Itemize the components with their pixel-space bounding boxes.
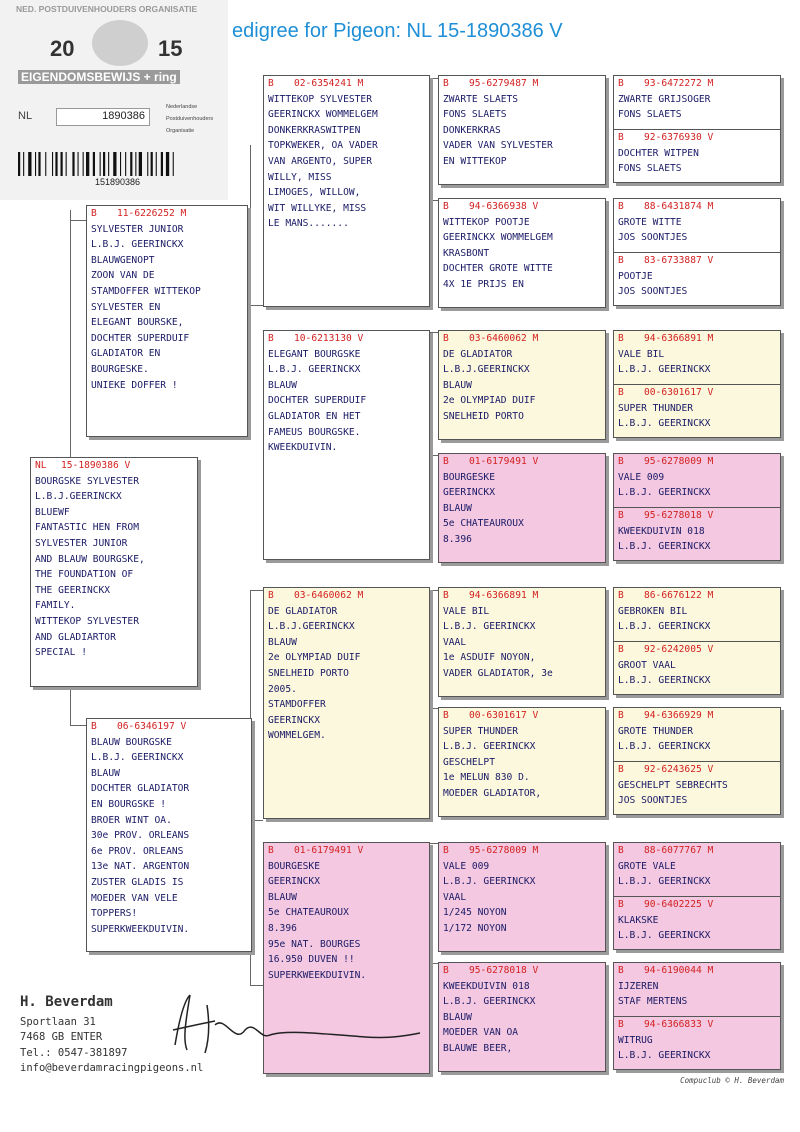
country-code: B bbox=[443, 201, 449, 212]
country-code: B bbox=[618, 132, 624, 143]
pigeon-description: GROTE VALE L.B.J. GEERINCKX bbox=[618, 860, 711, 888]
pigeon-description: BLAUW BOURGSKE L.B.J. GEERINCKX BLAUW DOCHTER GLADIATOR EN BOURGSKE ! BROER WINT OA. 30e PROV. ORLEANS 6e PROV. ORLEANS 13e NAT. ARGENTON ZUSTER GLADIS IS MOEDER VAN VELE TOPPERS! SUPERKWEEKDUIVIN. bbox=[91, 736, 190, 935]
pigeon-description: VALE BIL L.B.J. GEERINCKX VAAL 1e ASDUIF NOYON, VADER GLADIATOR, 3e bbox=[443, 605, 553, 679]
pigeon-card-ff bbox=[263, 75, 430, 307]
ring-number: 92-6243625 V bbox=[644, 764, 714, 775]
pigeon-description: SUPER THUNDER L.B.J. GEERINCKX GESCHELPT 1e MELUN 830 D. MOEDER GLADIATOR, bbox=[443, 725, 542, 799]
ownership-banner: EIGENDOMSBEWIJS + ring bbox=[18, 70, 180, 84]
ring-number: 94-6366891 M bbox=[644, 333, 714, 344]
connector-line bbox=[70, 690, 71, 725]
country-code: B bbox=[268, 333, 274, 344]
country-code: B bbox=[618, 764, 624, 775]
country-code: B bbox=[91, 208, 97, 219]
pigeon-description: BOURGESKE GEERINCKX BLAUW 5e CHATEAUROUX 8.396 bbox=[443, 471, 524, 545]
connector-line bbox=[250, 305, 263, 306]
pigeon-description: VALE 009 L.B.J. GEERINCKX bbox=[618, 471, 711, 499]
country-code: B bbox=[618, 590, 624, 601]
ring-number: 90-6402225 V bbox=[644, 899, 714, 910]
country-code: B bbox=[268, 590, 274, 601]
pigeon-pair-card bbox=[613, 962, 781, 1070]
ring-number: 03-6460062 M bbox=[469, 333, 539, 344]
ring-number: 94-6366929 M bbox=[644, 710, 714, 721]
country-code: B bbox=[443, 333, 449, 344]
ring-number: 03-6460062 M bbox=[294, 590, 364, 601]
country-code: NL bbox=[18, 110, 33, 122]
pigeon-description: ZWARTE GRIJSOGER FONS SLAETS bbox=[618, 93, 711, 121]
ring-number: 95-6279487 M bbox=[469, 78, 539, 89]
pigeon-card-mmf bbox=[438, 842, 606, 952]
pigeon-card-fmm bbox=[438, 453, 606, 563]
barcode-icon bbox=[18, 152, 223, 176]
breeder-phone: Tel.: 0547-381897 bbox=[20, 1046, 128, 1059]
pigeon-description: WITTEKOP POOTJE GEERINCKX WOMMELGEM KRASBONT DOCHTER GROTE WITTE 4X 1E PRIJS EN bbox=[443, 216, 553, 290]
pigeon-card-mfm bbox=[438, 707, 606, 817]
country-code: NL bbox=[35, 460, 47, 471]
npo-n: Nederlandse bbox=[166, 104, 198, 110]
country-code: B bbox=[443, 590, 449, 601]
pigeon-description: WITTEKOP SYLVESTER GEERINCKX WOMMELGEM DONKERKRASWITPEN TOPKWEKER, OA VADER VAN ARGENTO, SUPER WILLY, MISS LIMOGES, WILLOW, WIT WILLYKE, MISS LE MANS....... bbox=[268, 93, 378, 230]
pigeon-card-fff bbox=[438, 75, 606, 185]
ring-number: 01-6179491 V bbox=[294, 845, 364, 856]
country-code: B bbox=[91, 721, 97, 732]
pigeon-card-g16 bbox=[614, 1016, 780, 1070]
pigeon-card-g1 bbox=[614, 76, 780, 129]
pigeon-description: GROTE WITTE JOS SOONTJES bbox=[618, 216, 688, 244]
pigeon-description: DOCHTER WITPEN FONS SLAETS bbox=[618, 147, 699, 175]
pigeon-card-g9 bbox=[614, 588, 780, 641]
ring-number: 93-6472272 M bbox=[644, 78, 714, 89]
pigeon-description: POOTJE JOS SOONTJES bbox=[618, 270, 688, 298]
connector-line bbox=[250, 145, 251, 405]
pigeon-description: KLAKSKE L.B.J. GEERINCKX bbox=[618, 914, 711, 942]
ring-number: 06-6346197 V bbox=[117, 721, 187, 732]
pigeon-card-g6 bbox=[614, 384, 780, 438]
org-name: NED. POSTDUIVENHOUDERS ORGANISATIE bbox=[16, 4, 198, 14]
ring-number: 95-6278018 V bbox=[469, 965, 539, 976]
pigeon-pair-card bbox=[613, 198, 781, 306]
ring-number: 94-6190044 M bbox=[644, 965, 714, 976]
ring-number: 11-6226252 M bbox=[117, 208, 187, 219]
pigeon-pair-card bbox=[613, 330, 781, 438]
ring-number: 92-6242005 V bbox=[644, 644, 714, 655]
country-code: B bbox=[618, 456, 624, 467]
ring-number: 95-6278018 V bbox=[644, 510, 714, 521]
connector-line bbox=[70, 725, 86, 726]
ring-number: 88-6077767 M bbox=[644, 845, 714, 856]
pigeon-card-g2 bbox=[614, 129, 780, 183]
ownership-card-logo bbox=[0, 0, 228, 200]
country-code: B bbox=[443, 78, 449, 89]
year-left: 20 bbox=[50, 36, 75, 61]
pigeon-card-mf bbox=[263, 587, 430, 819]
pigeon-pair-card bbox=[613, 75, 781, 183]
country-code: B bbox=[618, 387, 624, 398]
ring-number: 88-6431874 M bbox=[644, 201, 714, 212]
npo-p: Postduivenhouders bbox=[166, 116, 214, 122]
country-code: B bbox=[443, 965, 449, 976]
pigeon-description: SUPER THUNDER L.B.J. GEERINCKX bbox=[618, 402, 711, 430]
country-code: B bbox=[618, 965, 624, 976]
country-code: B bbox=[268, 845, 274, 856]
ring-number: 1890386 bbox=[102, 110, 145, 122]
pigeon-card-fm bbox=[263, 330, 430, 560]
country-code: B bbox=[443, 710, 449, 721]
npo-o: Organisatie bbox=[166, 128, 195, 134]
country-code: B bbox=[618, 510, 624, 521]
ring-number: 86-6676122 M bbox=[644, 590, 714, 601]
pigeon-card-g3 bbox=[614, 199, 780, 252]
pigeon-description: KWEEKDUIVIN 018 L.B.J. GEERINCKX BLAUW MOEDER VAN OA BLAUWE BEER, bbox=[443, 980, 536, 1054]
pigeon-description: DE GLADIATOR L.B.J.GEERINCKX BLAUW 2e OLYMPIAD DUIF SNELHEID PORTO bbox=[443, 348, 536, 422]
ring-number: 94-6366833 V bbox=[644, 1019, 714, 1030]
pigeon-description: SYLVESTER JUNIOR L.B.J. GEERINCKX BLAUWGENOPT ZOON VAN DE STAMDOFFER WITTEKOP SYLVESTER EN ELEGANT BOURSKE, DOCHTER SUPERDUIF GLADIATOR EN BOURGESKE. UNIEKE DOFFER ! bbox=[91, 223, 201, 391]
ring-number: 94-6366891 M bbox=[469, 590, 539, 601]
pigeon-card-g11 bbox=[614, 708, 780, 761]
breeder-email[interactable]: info@beverdamracingpigeons.nl bbox=[20, 1062, 204, 1075]
connector-line bbox=[70, 210, 71, 460]
pigeon-pair-card bbox=[613, 707, 781, 815]
country-code: B bbox=[618, 644, 624, 655]
pigeon-description: IJZEREN STAF MERTENS bbox=[618, 980, 688, 1008]
ring-number: 10-6213130 V bbox=[294, 333, 364, 344]
breeder-street: Sportlaan 31 bbox=[20, 1015, 96, 1028]
ring-number: 01-6179491 V bbox=[469, 456, 539, 467]
pigeon-card-g15 bbox=[614, 963, 780, 1016]
pigeon-card-g12 bbox=[614, 761, 780, 815]
signature bbox=[165, 985, 425, 1060]
pigeon-description: GESCHELPT SEBRECHTS JOS SOONTJES bbox=[618, 779, 728, 807]
pigeon-card-ffm bbox=[438, 198, 606, 308]
pigeon-card-g4 bbox=[614, 252, 780, 306]
breeder-city: 7468 GB ENTER bbox=[20, 1031, 103, 1044]
ring-number: 95-6278009 M bbox=[469, 845, 539, 856]
ring-number: 92-6376930 V bbox=[644, 132, 714, 143]
pigeon-description: VALE 009 L.B.J. GEERINCKX VAAL 1/245 NOYON 1/172 NOYON bbox=[443, 860, 536, 934]
pigeon-description: VALE BIL L.B.J. GEERINCKX bbox=[618, 348, 711, 376]
pigeon-card-g10 bbox=[614, 641, 780, 695]
pigeon-pair-card bbox=[613, 842, 781, 950]
pigeon-card-g14 bbox=[614, 896, 780, 950]
pigeon-card-g5 bbox=[614, 331, 780, 384]
ring-number: 02-6354241 M bbox=[294, 78, 364, 89]
pigeon-card-main bbox=[30, 457, 198, 687]
country-code: B bbox=[618, 78, 624, 89]
ring-number: 15-1890386 V bbox=[61, 460, 131, 471]
ring-number-box bbox=[56, 108, 150, 126]
pigeon-card-g7 bbox=[614, 454, 780, 507]
pigeon-card-g8 bbox=[614, 507, 780, 561]
breeder-name: H. Beverdam bbox=[20, 994, 113, 1010]
pigeon-description: GEBROKEN BIL L.B.J. GEERINCKX bbox=[618, 605, 711, 633]
country-code: B bbox=[618, 255, 624, 266]
pigeon-card-fmf bbox=[438, 330, 606, 440]
country-code: B bbox=[443, 456, 449, 467]
country-code: B bbox=[618, 845, 624, 856]
pigeon-card-mother bbox=[86, 718, 252, 952]
ring-number: 00-6301617 V bbox=[644, 387, 714, 398]
country-code: B bbox=[618, 899, 624, 910]
country-code: B bbox=[618, 1019, 624, 1030]
pigeon-description: WITRUG L.B.J. GEERINCKX bbox=[618, 1034, 711, 1062]
country-code: B bbox=[618, 333, 624, 344]
pigeon-description: BOURGESKE GEERINCKX BLAUW 5e CHATEAUROUX 8.396 95e NAT. BOURGES 16.950 DUVEN !! SUPERKWEEKDUIVIN. bbox=[268, 860, 367, 981]
pigeon-card-mmm bbox=[438, 962, 606, 1072]
lion-emblem-icon bbox=[92, 20, 148, 66]
barcode-text: 151890386 bbox=[95, 177, 141, 187]
country-code: B bbox=[618, 201, 624, 212]
pigeon-card-father bbox=[86, 205, 248, 437]
pigeon-pair-card bbox=[613, 453, 781, 561]
pigeon-pair-card bbox=[613, 587, 781, 695]
connector-line bbox=[70, 220, 86, 221]
pigeon-description: BOURGSKE SYLVESTER L.B.J.GEERINCKX BLUEWF FANTASTIC HEN FROM SYLVESTER JUNIOR AND BLAUW BOURGSKE, THE FOUNDATION OF THE GEERINCKX FAMILY. WITTEKOP SYLVESTER AND GLADIARTOR SPECIAL ! bbox=[35, 475, 145, 659]
pigeon-card-mff bbox=[438, 587, 606, 697]
ring-number: 94-6366938 V bbox=[469, 201, 539, 212]
copyright-text: Compuclub © H. Beverdam bbox=[680, 1076, 784, 1085]
year-right: 15 bbox=[158, 36, 183, 61]
country-code: B bbox=[268, 78, 274, 89]
pigeon-description: GROTE THUNDER L.B.J. GEERINCKX bbox=[618, 725, 711, 753]
country-code: B bbox=[443, 845, 449, 856]
country-code: B bbox=[618, 710, 624, 721]
ring-number: 95-6278009 M bbox=[644, 456, 714, 467]
pigeon-description: KWEEKDUIVIN 018 L.B.J. GEERINCKX bbox=[618, 525, 711, 553]
pigeon-description: ELEGANT BOURGSKE L.B.J. GEERINCKX BLAUW DOCHTER SUPERDUIF GLADIATOR EN HET FAMEUS BOURGSKE. KWEEKDUIVIN. bbox=[268, 348, 367, 454]
page-title: edigree for Pigeon: NL 15-1890386 V bbox=[232, 20, 563, 42]
pigeon-description: ZWARTE SLAETS FONS SLAETS DONKERKRAS VADER VAN SYLVESTER EN WITTEKOP bbox=[443, 93, 553, 167]
connector-line bbox=[250, 590, 263, 591]
ring-number: 00-6301617 V bbox=[469, 710, 539, 721]
ring-number: 83-6733887 V bbox=[644, 255, 714, 266]
pigeon-description: DE GLADIATOR L.B.J.GEERINCKX BLAUW 2e OLYMPIAD DUIF SNELHEID PORTO 2005. STAMDOFFER GEERINCKX WOMMELGEM. bbox=[268, 605, 361, 742]
pigeon-card-g13 bbox=[614, 843, 780, 896]
pigeon-description: GROOT VAAL L.B.J. GEERINCKX bbox=[618, 659, 711, 687]
